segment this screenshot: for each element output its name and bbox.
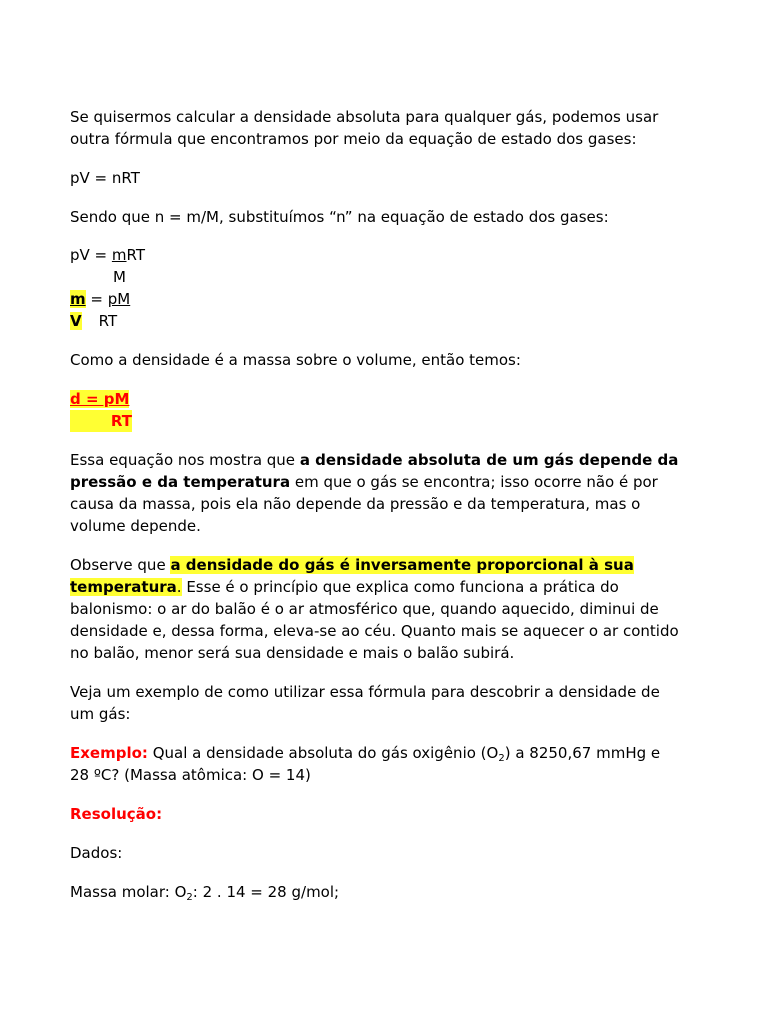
formula-denominator: RT	[70, 410, 132, 432]
subscript: 2	[186, 892, 193, 903]
paragraph-line	[70, 576, 619, 598]
text-span: Massa molar: O	[70, 883, 187, 901]
paragraph-line: Como a densidade é a massa sobre o volume, então temos:	[70, 351, 521, 369]
density-formula	[70, 388, 129, 410]
eq-numerator-m: m	[111, 246, 127, 264]
eq-rt-denom: RT	[98, 312, 118, 330]
subscript: 2	[498, 753, 505, 764]
eq-v-highlight: V	[70, 312, 82, 330]
text-span: ) a 8250,67 mmHg e	[504, 744, 661, 762]
paragraph-line: densidade e, dessa forma, eleva-se ao céu. Quanto mais se aquecer o ar contido	[70, 622, 679, 640]
data-label: Dados:	[70, 844, 123, 862]
highlighted-text: temperatura	[70, 578, 177, 596]
example-label: Exemplo:	[70, 744, 148, 762]
paragraph-line: causa da massa, pois ela não depende da pressão e da temperatura, mas o	[70, 495, 641, 513]
highlighted-text: a densidade do gás é inversamente proporcional à sua	[170, 556, 634, 574]
text-span: em que o gás se encontra; isso ocorre não é por	[290, 473, 658, 491]
paragraph-line: Se quisermos calcular a densidade absoluta para qualquer gás, podemos usar	[70, 108, 659, 126]
molar-mass-line	[70, 881, 339, 903]
text-span: Qual a densidade absoluta do gás oxigênio (O	[147, 744, 499, 762]
eq-denominator: M	[113, 268, 126, 286]
eq-text: pV =	[70, 246, 112, 264]
paragraph-line: volume depende.	[70, 517, 201, 535]
paragraph-line	[70, 449, 678, 471]
eq-pm: pM	[107, 290, 131, 308]
equation-substituted	[70, 244, 145, 266]
text-span: Observe que	[70, 556, 171, 574]
paragraph-line: no balão, menor será sua densidade e mais o balão subirá.	[70, 644, 515, 662]
eq-equals: =	[85, 290, 108, 308]
equation-ratio-denom	[70, 310, 117, 332]
bold-text: pressão e da temperatura	[70, 473, 291, 491]
paragraph-line	[70, 471, 658, 493]
example-line	[70, 742, 660, 764]
example-line: 28 ºC? (Massa atômica: O = 14)	[70, 766, 311, 784]
density-formula-denom	[70, 410, 132, 432]
paragraph-line: balonismo: o ar do balão é o ar atmosférico que, quando aquecido, diminui de	[70, 600, 659, 618]
eq-rt: RT	[126, 246, 146, 264]
formula-numerator: d = pM	[70, 390, 130, 408]
text-span: .	[176, 578, 182, 596]
paragraph-line: outra fórmula que encontramos por meio da equação de estado dos gases:	[70, 130, 637, 148]
equation-ratio	[70, 288, 130, 310]
equation-state: pV = nRT	[70, 169, 140, 187]
text-span: Esse é o princípio que explica como funciona a prática do	[181, 578, 619, 596]
paragraph-line: um gás:	[70, 705, 131, 723]
paragraph-line: Veja um exemplo de como utilizar essa fórmula para descobrir a densidade de	[70, 683, 660, 701]
bold-text: a densidade absoluta de um gás depende da	[299, 451, 679, 469]
paragraph-line	[70, 554, 634, 576]
resolution-label: Resolução:	[70, 805, 163, 823]
eq-m-highlight: m	[70, 290, 86, 308]
text-span: : 2 . 14 = 28 g/mol;	[192, 883, 340, 901]
text-span: Essa equação nos mostra que	[70, 451, 300, 469]
paragraph-line: Sendo que n = m/M, substituímos “n” na equação de estado dos gases:	[70, 208, 609, 226]
